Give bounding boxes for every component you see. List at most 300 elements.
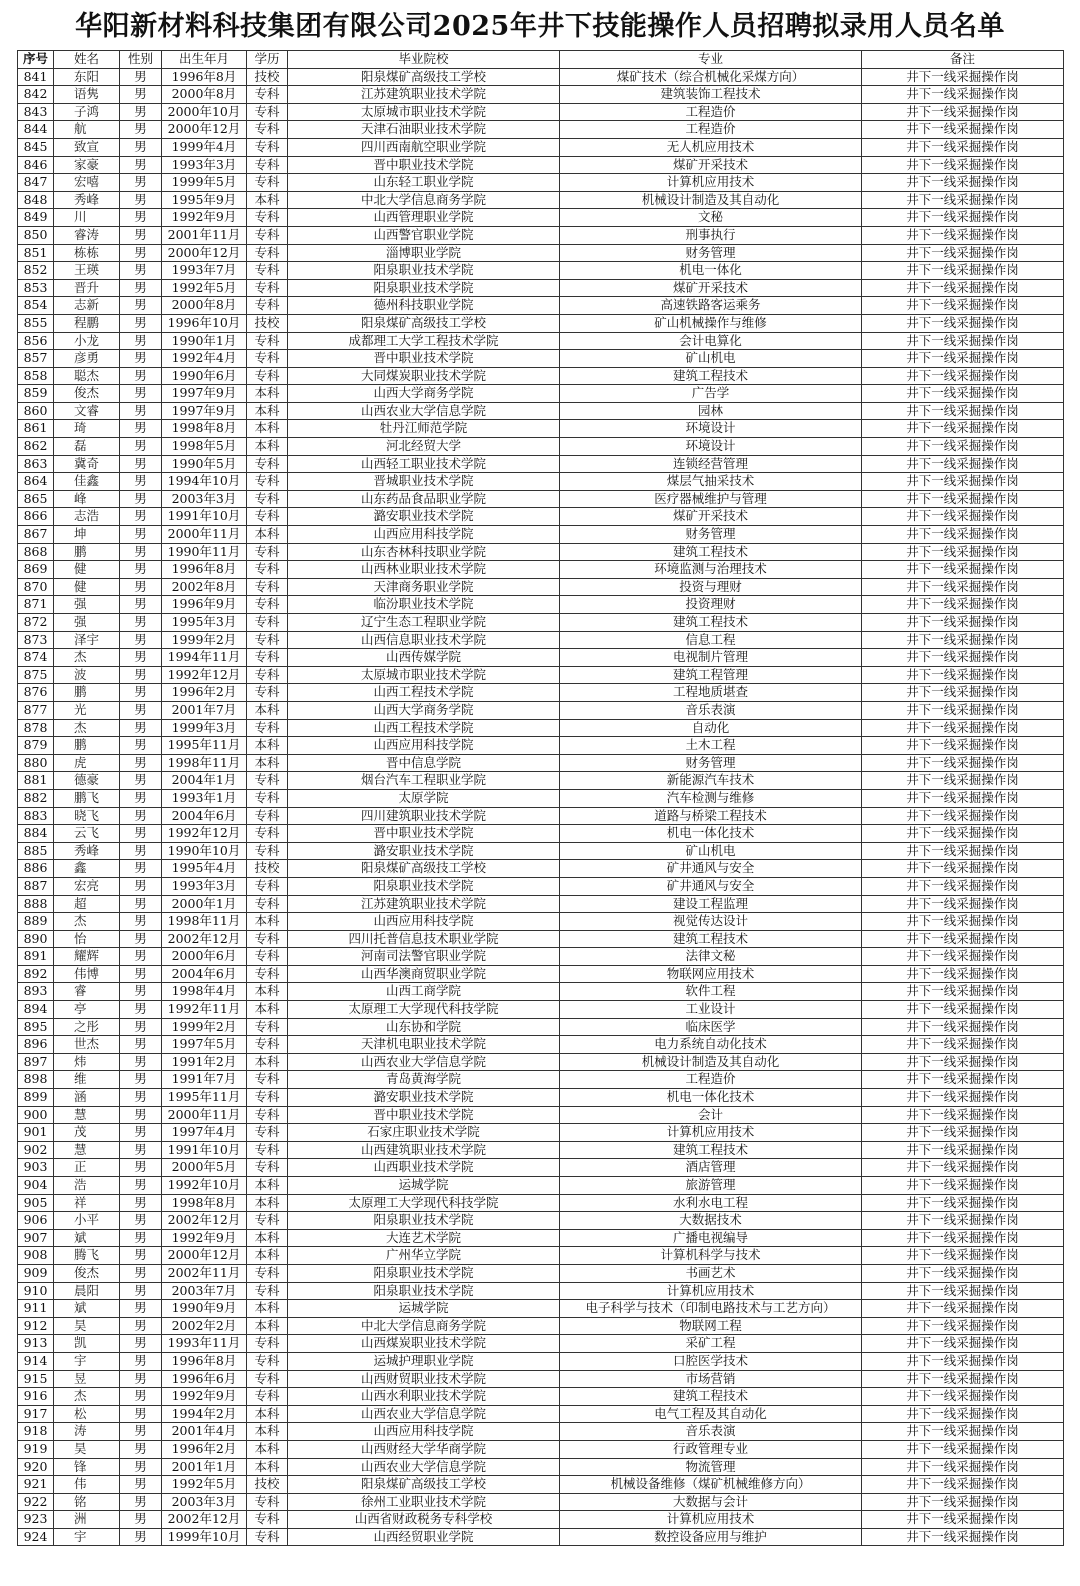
cell-name: 俊杰 xyxy=(54,385,120,403)
cell-name: 志新 xyxy=(54,297,120,315)
cell-major: 电视制片管理 xyxy=(560,649,862,667)
cell-name: 健 xyxy=(54,561,120,579)
cell-name: 波 xyxy=(54,666,120,684)
cell-birth: 1990年5月 xyxy=(162,455,247,473)
cell-seq: 909 xyxy=(18,1264,54,1282)
cell-gender: 男 xyxy=(120,913,162,931)
cell-gender: 男 xyxy=(120,877,162,895)
cell-school: 辽宁生态工程职业学院 xyxy=(288,614,560,632)
cell-gender: 男 xyxy=(120,385,162,403)
cell-school: 太原理工大学现代科技学院 xyxy=(288,1194,560,1212)
cell-gender: 男 xyxy=(120,86,162,104)
cell-birth: 2004年6月 xyxy=(162,807,247,825)
cell-education: 专科 xyxy=(247,1388,288,1406)
cell-gender: 男 xyxy=(120,631,162,649)
cell-remark: 井下一线采掘操作岗 xyxy=(862,508,1064,526)
cell-major: 建筑工程技术 xyxy=(560,1141,862,1159)
cell-major: 财务管理 xyxy=(560,526,862,544)
cell-education: 专科 xyxy=(247,543,288,561)
cell-birth: 2003年3月 xyxy=(162,1493,247,1511)
cell-major: 电子科学与技术（印制电路技术与工艺方向） xyxy=(560,1300,862,1318)
cell-school: 大连艺术学院 xyxy=(288,1229,560,1247)
cell-name: 佳鑫 xyxy=(54,473,120,491)
cell-school: 山西传媒学院 xyxy=(288,649,560,667)
cell-education: 专科 xyxy=(247,1036,288,1054)
table-header xyxy=(18,51,1064,69)
cell-birth: 1996年8月 xyxy=(162,68,247,86)
cell-birth: 1994年10月 xyxy=(162,473,247,491)
cell-birth: 1990年11月 xyxy=(162,543,247,561)
cell-major: 高速铁路客运乘务 xyxy=(560,297,862,315)
cell-birth: 1994年11月 xyxy=(162,649,247,667)
cell-gender: 男 xyxy=(120,1001,162,1019)
cell-birth: 2000年12月 xyxy=(162,244,247,262)
cell-seq: 880 xyxy=(18,754,54,772)
cell-gender: 男 xyxy=(120,737,162,755)
cell-name: 睿 xyxy=(54,983,120,1001)
cell-school: 山西大学商务学院 xyxy=(288,701,560,719)
cell-seq: 855 xyxy=(18,314,54,332)
cell-seq: 911 xyxy=(18,1300,54,1318)
cell-school: 晋城职业技术学院 xyxy=(288,473,560,491)
cell-school: 潞安职业技术学院 xyxy=(288,842,560,860)
table-row xyxy=(18,156,1064,174)
cell-name: 茂 xyxy=(54,1124,120,1142)
cell-remark: 井下一线采掘操作岗 xyxy=(862,789,1064,807)
cell-gender: 男 xyxy=(120,508,162,526)
cell-major: 矿山机电 xyxy=(560,350,862,368)
cell-school: 徐州工业职业技术学院 xyxy=(288,1493,560,1511)
cell-seq: 848 xyxy=(18,191,54,209)
cell-remark: 井下一线采掘操作岗 xyxy=(862,385,1064,403)
cell-education: 专科 xyxy=(247,578,288,596)
cell-school: 阳泉煤矿高级技工学校 xyxy=(288,860,560,878)
cell-seq: 920 xyxy=(18,1458,54,1476)
cell-education: 本科 xyxy=(247,1194,288,1212)
cell-seq: 885 xyxy=(18,842,54,860)
cell-seq: 901 xyxy=(18,1124,54,1142)
table-row xyxy=(18,350,1064,368)
cell-remark: 井下一线采掘操作岗 xyxy=(862,332,1064,350)
cell-major: 建筑工程技术 xyxy=(560,367,862,385)
cell-remark: 井下一线采掘操作岗 xyxy=(862,1423,1064,1441)
table-row xyxy=(18,385,1064,403)
cell-birth: 1990年6月 xyxy=(162,367,247,385)
cell-education: 专科 xyxy=(247,121,288,139)
table-row xyxy=(18,948,1064,966)
table-row xyxy=(18,473,1064,491)
cell-birth: 2002年12月 xyxy=(162,930,247,948)
table-row xyxy=(18,877,1064,895)
cell-major: 水利水电工程 xyxy=(560,1194,862,1212)
cell-remark: 井下一线采掘操作岗 xyxy=(862,614,1064,632)
cell-gender: 男 xyxy=(120,1212,162,1230)
cell-name: 超 xyxy=(54,895,120,913)
cell-education: 专科 xyxy=(247,1493,288,1511)
cell-seq: 843 xyxy=(18,103,54,121)
cell-major: 道路与桥梁工程技术 xyxy=(560,807,862,825)
cell-seq: 894 xyxy=(18,1001,54,1019)
cell-education: 专科 xyxy=(247,244,288,262)
cell-seq: 853 xyxy=(18,279,54,297)
cell-name: 杰 xyxy=(54,649,120,667)
cell-gender: 男 xyxy=(120,244,162,262)
cell-major: 环境监测与治理技术 xyxy=(560,561,862,579)
cell-major: 园林 xyxy=(560,402,862,420)
cell-major: 电力系统自动化技术 xyxy=(560,1036,862,1054)
cell-education: 本科 xyxy=(247,526,288,544)
cell-major: 大数据与会计 xyxy=(560,1493,862,1511)
cell-school: 四川西南航空职业学院 xyxy=(288,138,560,156)
cell-birth: 1994年2月 xyxy=(162,1405,247,1423)
cell-seq: 874 xyxy=(18,649,54,667)
cell-school: 山西应用科技学院 xyxy=(288,913,560,931)
cell-remark: 井下一线采掘操作岗 xyxy=(862,1352,1064,1370)
cell-remark: 井下一线采掘操作岗 xyxy=(862,1405,1064,1423)
cell-remark: 井下一线采掘操作岗 xyxy=(862,1335,1064,1353)
cell-remark: 井下一线采掘操作岗 xyxy=(862,1282,1064,1300)
cell-major: 财务管理 xyxy=(560,754,862,772)
cell-name: 锋 xyxy=(54,1458,120,1476)
cell-major: 汽车检测与维修 xyxy=(560,789,862,807)
header-remark: 备注 xyxy=(862,51,1064,69)
cell-name: 昱 xyxy=(54,1370,120,1388)
cell-gender: 男 xyxy=(120,1264,162,1282)
cell-gender: 男 xyxy=(120,121,162,139)
cell-education: 本科 xyxy=(247,402,288,420)
header-major: 专业 xyxy=(560,51,862,69)
cell-major: 财务管理 xyxy=(560,244,862,262)
cell-major: 建筑工程技术 xyxy=(560,1388,862,1406)
cell-birth: 2001年1月 xyxy=(162,1458,247,1476)
cell-birth: 1990年1月 xyxy=(162,332,247,350)
cell-gender: 男 xyxy=(120,596,162,614)
table-row xyxy=(18,209,1064,227)
cell-remark: 井下一线采掘操作岗 xyxy=(862,402,1064,420)
cell-birth: 2000年12月 xyxy=(162,121,247,139)
cell-major: 计算机应用技术 xyxy=(560,1511,862,1529)
cell-birth: 1997年9月 xyxy=(162,385,247,403)
table-row xyxy=(18,614,1064,632)
cell-remark: 井下一线采掘操作岗 xyxy=(862,1194,1064,1212)
cell-education: 专科 xyxy=(247,138,288,156)
cell-education: 本科 xyxy=(247,420,288,438)
cell-name: 杰 xyxy=(54,719,120,737)
cell-birth: 1993年11月 xyxy=(162,1335,247,1353)
table-row xyxy=(18,86,1064,104)
cell-education: 专科 xyxy=(247,1335,288,1353)
cell-education: 专科 xyxy=(247,684,288,702)
cell-birth: 1995年11月 xyxy=(162,1089,247,1107)
table-row xyxy=(18,807,1064,825)
cell-name: 聪杰 xyxy=(54,367,120,385)
table-row xyxy=(18,1493,1064,1511)
cell-name: 杰 xyxy=(54,913,120,931)
cell-birth: 1991年2月 xyxy=(162,1053,247,1071)
cell-birth: 1992年5月 xyxy=(162,279,247,297)
cell-birth: 1992年12月 xyxy=(162,825,247,843)
cell-remark: 井下一线采掘操作岗 xyxy=(862,1264,1064,1282)
cell-birth: 2004年1月 xyxy=(162,772,247,790)
cell-birth: 2002年12月 xyxy=(162,1511,247,1529)
cell-birth: 1998年5月 xyxy=(162,438,247,456)
cell-major: 矿井通风与安全 xyxy=(560,877,862,895)
cell-gender: 男 xyxy=(120,825,162,843)
cell-seq: 865 xyxy=(18,490,54,508)
cell-education: 本科 xyxy=(247,1053,288,1071)
header-birth: 出生年月 xyxy=(162,51,247,69)
cell-remark: 井下一线采掘操作岗 xyxy=(862,1458,1064,1476)
cell-school: 中北大学信息商务学院 xyxy=(288,191,560,209)
cell-birth: 1999年10月 xyxy=(162,1528,247,1546)
cell-seq: 882 xyxy=(18,789,54,807)
cell-school: 山西农业大学信息学院 xyxy=(288,402,560,420)
cell-major: 刑事执行 xyxy=(560,226,862,244)
cell-major: 会计 xyxy=(560,1106,862,1124)
cell-seq: 854 xyxy=(18,297,54,315)
cell-seq: 844 xyxy=(18,121,54,139)
cell-birth: 2002年8月 xyxy=(162,578,247,596)
cell-name: 睿涛 xyxy=(54,226,120,244)
cell-name: 虎 xyxy=(54,754,120,772)
cell-gender: 男 xyxy=(120,1106,162,1124)
cell-major: 会计电算化 xyxy=(560,332,862,350)
cell-seq: 845 xyxy=(18,138,54,156)
cell-school: 天津机电职业技术学院 xyxy=(288,1036,560,1054)
cell-education: 专科 xyxy=(247,473,288,491)
cell-major: 采矿工程 xyxy=(560,1335,862,1353)
cell-birth: 2000年6月 xyxy=(162,948,247,966)
cell-remark: 井下一线采掘操作岗 xyxy=(862,1212,1064,1230)
cell-birth: 1992年9月 xyxy=(162,1388,247,1406)
cell-remark: 井下一线采掘操作岗 xyxy=(862,1018,1064,1036)
cell-education: 专科 xyxy=(247,209,288,227)
cell-gender: 男 xyxy=(120,1511,162,1529)
table-row xyxy=(18,1229,1064,1247)
cell-school: 山东轻工职业学院 xyxy=(288,174,560,192)
table-row xyxy=(18,825,1064,843)
cell-gender: 男 xyxy=(120,526,162,544)
cell-seq: 876 xyxy=(18,684,54,702)
cell-school: 江苏建筑职业技术学院 xyxy=(288,86,560,104)
cell-education: 专科 xyxy=(247,1106,288,1124)
cell-remark: 井下一线采掘操作岗 xyxy=(862,103,1064,121)
cell-major: 建筑装饰工程技术 xyxy=(560,86,862,104)
cell-seq: 878 xyxy=(18,719,54,737)
cell-remark: 井下一线采掘操作岗 xyxy=(862,244,1064,262)
table-row xyxy=(18,279,1064,297)
cell-education: 本科 xyxy=(247,1001,288,1019)
cell-major: 土木工程 xyxy=(560,737,862,755)
cell-name: 鹏 xyxy=(54,737,120,755)
cell-gender: 男 xyxy=(120,860,162,878)
cell-birth: 1995年4月 xyxy=(162,860,247,878)
table-row xyxy=(18,490,1064,508)
cell-remark: 井下一线采掘操作岗 xyxy=(862,191,1064,209)
table-row xyxy=(18,719,1064,737)
cell-education: 专科 xyxy=(247,631,288,649)
cell-birth: 1995年3月 xyxy=(162,614,247,632)
cell-education: 专科 xyxy=(247,1528,288,1546)
cell-remark: 井下一线采掘操作岗 xyxy=(862,1177,1064,1195)
cell-name: 凯 xyxy=(54,1335,120,1353)
cell-name: 亭 xyxy=(54,1001,120,1019)
cell-seq: 842 xyxy=(18,86,54,104)
cell-school: 阳泉职业技术学院 xyxy=(288,279,560,297)
cell-gender: 男 xyxy=(120,262,162,280)
cell-education: 专科 xyxy=(247,103,288,121)
cell-gender: 男 xyxy=(120,1423,162,1441)
cell-gender: 男 xyxy=(120,1124,162,1142)
table-row xyxy=(18,842,1064,860)
cell-remark: 井下一线采掘操作岗 xyxy=(862,226,1064,244)
cell-birth: 1996年6月 xyxy=(162,1370,247,1388)
cell-name: 琦 xyxy=(54,420,120,438)
cell-remark: 井下一线采掘操作岗 xyxy=(862,1141,1064,1159)
cell-gender: 男 xyxy=(120,297,162,315)
cell-education: 专科 xyxy=(247,965,288,983)
header-education: 学历 xyxy=(247,51,288,69)
cell-birth: 2000年11月 xyxy=(162,1106,247,1124)
table-row xyxy=(18,438,1064,456)
cell-gender: 男 xyxy=(120,1282,162,1300)
table-row xyxy=(18,1317,1064,1335)
table-row xyxy=(18,754,1064,772)
cell-school: 阳泉煤矿高级技工学校 xyxy=(288,68,560,86)
cell-education: 专科 xyxy=(247,719,288,737)
cell-major: 市场营销 xyxy=(560,1370,862,1388)
cell-school: 牡丹江师范学院 xyxy=(288,420,560,438)
cell-education: 专科 xyxy=(247,842,288,860)
cell-school: 大同煤炭职业技术学院 xyxy=(288,367,560,385)
cell-birth: 1999年4月 xyxy=(162,138,247,156)
cell-remark: 井下一线采掘操作岗 xyxy=(862,930,1064,948)
cell-education: 专科 xyxy=(247,1511,288,1529)
table-row xyxy=(18,965,1064,983)
cell-remark: 井下一线采掘操作岗 xyxy=(862,420,1064,438)
cell-school: 山西职业技术学院 xyxy=(288,1159,560,1177)
cell-major: 自动化 xyxy=(560,719,862,737)
cell-name: 航 xyxy=(54,121,120,139)
cell-birth: 1997年5月 xyxy=(162,1036,247,1054)
cell-name: 秀峰 xyxy=(54,191,120,209)
cell-gender: 男 xyxy=(120,789,162,807)
cell-remark: 井下一线采掘操作岗 xyxy=(862,1159,1064,1177)
cell-seq: 899 xyxy=(18,1089,54,1107)
cell-seq: 898 xyxy=(18,1071,54,1089)
cell-seq: 922 xyxy=(18,1493,54,1511)
cell-education: 专科 xyxy=(247,1018,288,1036)
cell-education: 专科 xyxy=(247,367,288,385)
cell-birth: 1992年4月 xyxy=(162,350,247,368)
cell-gender: 男 xyxy=(120,578,162,596)
cell-education: 专科 xyxy=(247,297,288,315)
cell-birth: 2002年11月 xyxy=(162,1264,247,1282)
cell-school: 阳泉职业技术学院 xyxy=(288,1282,560,1300)
cell-school: 山西工程技术学院 xyxy=(288,684,560,702)
cell-major: 矿山机械操作与维修 xyxy=(560,314,862,332)
cell-name: 秀峰 xyxy=(54,842,120,860)
cell-gender: 男 xyxy=(120,420,162,438)
cell-education: 专科 xyxy=(247,1352,288,1370)
cell-remark: 井下一线采掘操作岗 xyxy=(862,649,1064,667)
cell-gender: 男 xyxy=(120,1071,162,1089)
table-row xyxy=(18,508,1064,526)
table-row xyxy=(18,543,1064,561)
cell-name: 家豪 xyxy=(54,156,120,174)
cell-gender: 男 xyxy=(120,455,162,473)
cell-school: 德州科技职业学院 xyxy=(288,297,560,315)
cell-education: 技校 xyxy=(247,860,288,878)
cell-gender: 男 xyxy=(120,754,162,772)
cell-school: 山西警官职业学院 xyxy=(288,226,560,244)
cell-birth: 2000年10月 xyxy=(162,103,247,121)
cell-major: 音乐表演 xyxy=(560,1423,862,1441)
table-row xyxy=(18,1528,1064,1546)
cell-name: 志浩 xyxy=(54,508,120,526)
cell-name: 程鹏 xyxy=(54,314,120,332)
table-row xyxy=(18,1405,1064,1423)
cell-gender: 男 xyxy=(120,666,162,684)
cell-education: 专科 xyxy=(247,455,288,473)
cell-gender: 男 xyxy=(120,701,162,719)
cell-school: 晋中信息学院 xyxy=(288,754,560,772)
cell-education: 专科 xyxy=(247,1264,288,1282)
cell-education: 本科 xyxy=(247,983,288,1001)
cell-remark: 井下一线采掘操作岗 xyxy=(862,578,1064,596)
cell-major: 计算机应用技术 xyxy=(560,1124,862,1142)
table-row xyxy=(18,1388,1064,1406)
cell-seq: 870 xyxy=(18,578,54,596)
cell-gender: 男 xyxy=(120,174,162,192)
cell-remark: 井下一线采掘操作岗 xyxy=(862,279,1064,297)
cell-gender: 男 xyxy=(120,1159,162,1177)
cell-seq: 915 xyxy=(18,1370,54,1388)
cell-birth: 1992年10月 xyxy=(162,1177,247,1195)
cell-remark: 井下一线采掘操作岗 xyxy=(862,965,1064,983)
cell-birth: 1996年2月 xyxy=(162,684,247,702)
cell-birth: 1996年8月 xyxy=(162,1352,247,1370)
cell-seq: 892 xyxy=(18,965,54,983)
cell-name: 鑫 xyxy=(54,860,120,878)
cell-remark: 井下一线采掘操作岗 xyxy=(862,701,1064,719)
cell-birth: 1998年8月 xyxy=(162,420,247,438)
cell-remark: 井下一线采掘操作岗 xyxy=(862,1001,1064,1019)
table-row xyxy=(18,68,1064,86)
cell-seq: 856 xyxy=(18,332,54,350)
cell-major: 工程造价 xyxy=(560,1071,862,1089)
cell-seq: 887 xyxy=(18,877,54,895)
cell-education: 本科 xyxy=(247,1247,288,1265)
cell-name: 德豪 xyxy=(54,772,120,790)
cell-birth: 1997年9月 xyxy=(162,402,247,420)
table-row xyxy=(18,913,1064,931)
cell-major: 医疗器械维护与管理 xyxy=(560,490,862,508)
cell-birth: 1991年10月 xyxy=(162,508,247,526)
cell-school: 山西应用科技学院 xyxy=(288,1423,560,1441)
cell-gender: 男 xyxy=(120,1405,162,1423)
cell-gender: 男 xyxy=(120,1141,162,1159)
cell-remark: 井下一线采掘操作岗 xyxy=(862,1106,1064,1124)
cell-school: 运城学院 xyxy=(288,1300,560,1318)
table-row xyxy=(18,314,1064,332)
table-row xyxy=(18,262,1064,280)
cell-name: 坤 xyxy=(54,526,120,544)
cell-gender: 男 xyxy=(120,1089,162,1107)
cell-birth: 1998年4月 xyxy=(162,983,247,1001)
cell-name: 云飞 xyxy=(54,825,120,843)
cell-seq: 905 xyxy=(18,1194,54,1212)
